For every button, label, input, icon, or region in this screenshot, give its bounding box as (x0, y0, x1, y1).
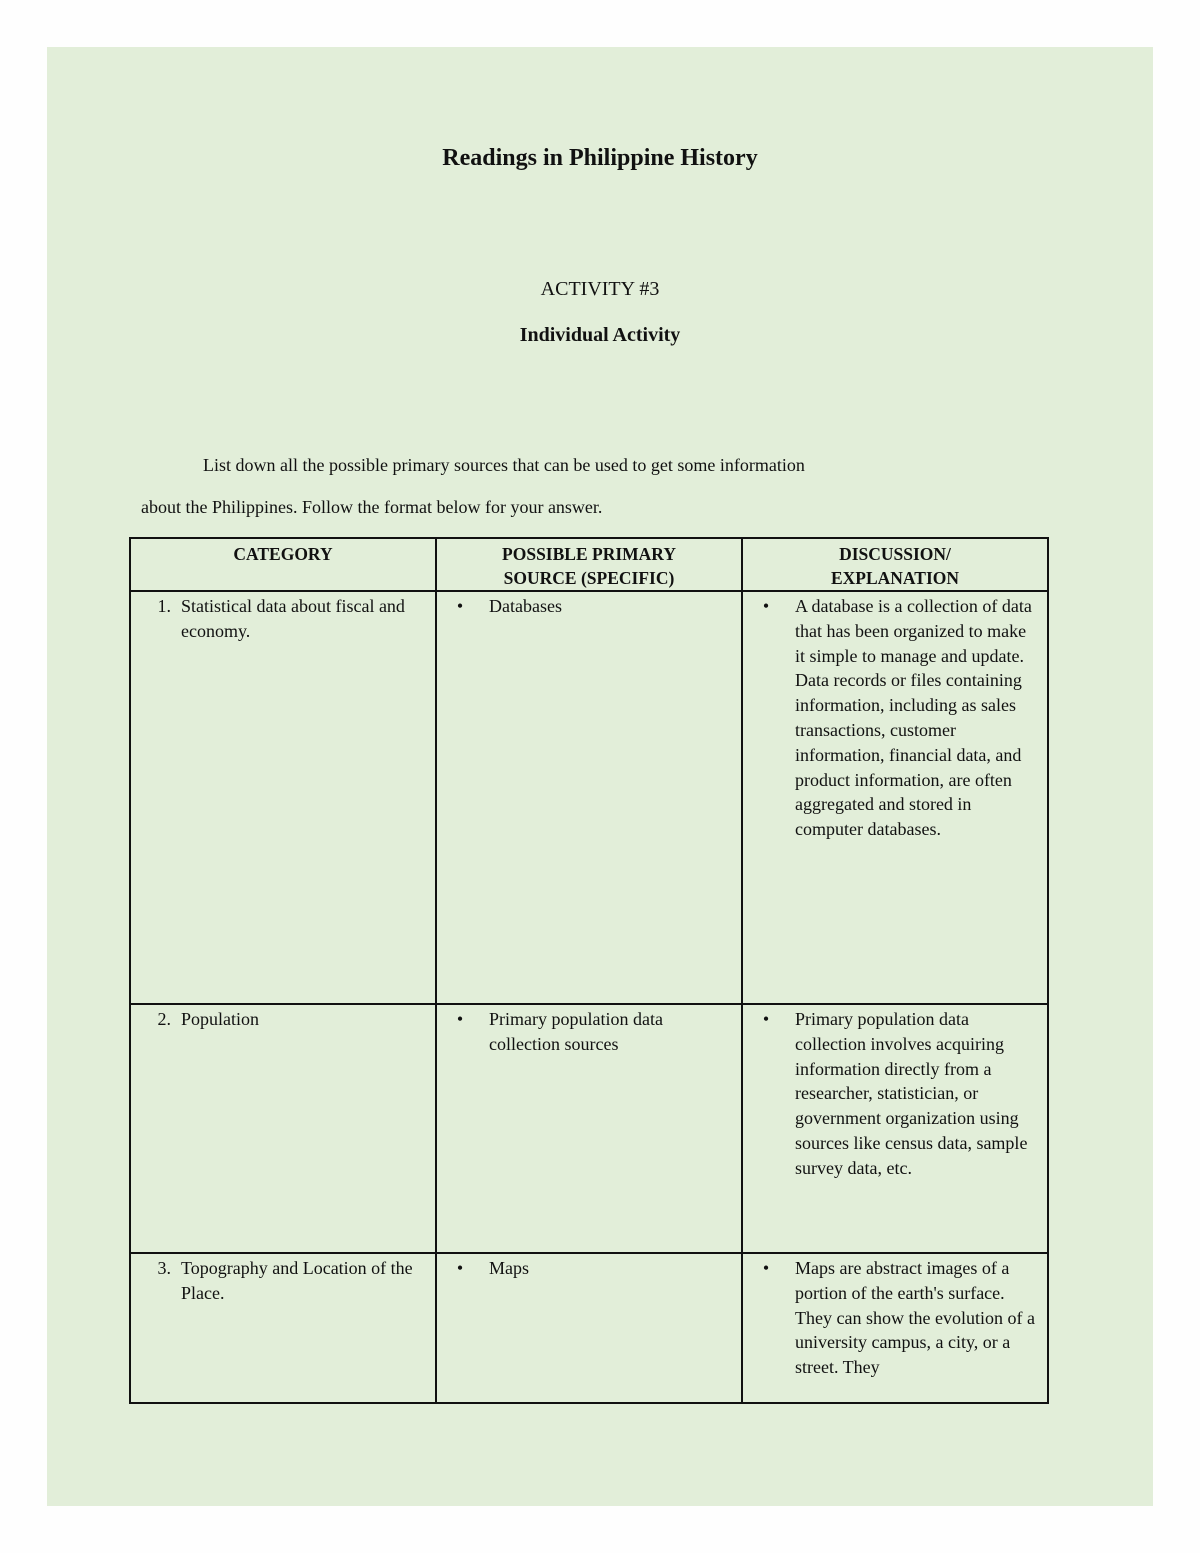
table-row (130, 1253, 1048, 1403)
discussion-cell (742, 1004, 1048, 1253)
instruction-line-2: about the Philippines. Follow the format below for your answer. (141, 497, 603, 517)
discussion-text: A database is a collection of data that has been organized to make it simple to manage and update. Data records or files containing information, including as sales transactions, customer information, financial data, and product information, are often aggregated and stored in computer databases. (795, 596, 1032, 840)
bullet-icon: • (456, 596, 464, 616)
category-cell (130, 1253, 436, 1403)
row-number: 2. (157, 1009, 171, 1029)
header-discussion: DISCUSSION/ EXPLANATION (742, 538, 1048, 591)
source-text: Primary population data collection sources (489, 1009, 663, 1054)
instruction-line-1: List down all the possible primary sources that can be used to get some information (203, 455, 805, 475)
bullet-icon: • (762, 1258, 770, 1278)
discussion-text: Primary population data collection involves acquiring information directly from a researcher, statistician, or government organization using sources like census data, sample survey data, etc. (795, 1009, 1028, 1178)
row-number: 1. (157, 596, 171, 616)
bullet-icon: • (762, 596, 770, 616)
source-cell (436, 1004, 742, 1253)
category-cell (130, 1004, 436, 1253)
activity-title: ACTIVITY #3 (540, 278, 660, 300)
document-page (47, 47, 1153, 1506)
bullet-icon: • (456, 1258, 464, 1278)
source-text: Maps (489, 1258, 529, 1278)
category-text: Statistical data about fiscal and economy. (181, 596, 405, 641)
source-cell (436, 1253, 742, 1403)
document-title: Readings in Philippine History (442, 145, 758, 171)
discussion-cell (742, 1253, 1048, 1403)
header-primary-source: POSSIBLE PRIMARY SOURCE (SPECIFIC) (436, 538, 742, 591)
row-number: 3. (157, 1258, 171, 1278)
discussion-cell (742, 591, 1048, 1004)
bullet-icon: • (456, 1009, 464, 1029)
category-text: Topography and Location of the Place. (181, 1258, 413, 1303)
category-cell (130, 591, 436, 1004)
header-category: CATEGORY (130, 538, 436, 591)
bullet-icon: • (762, 1009, 770, 1029)
activity-subtitle: Individual Activity (519, 324, 681, 346)
category-text: Population (181, 1009, 260, 1029)
source-text: Databases (489, 596, 562, 616)
primary-sources-table (129, 537, 1049, 1404)
table-header-row (130, 538, 1048, 591)
discussion-text: Maps are abstract images of a portion of the earth's surface. They can show the evolution of a university campus, a city, or a street. They (795, 1258, 1035, 1378)
table-row (130, 591, 1048, 1004)
table-row (130, 1004, 1048, 1253)
source-cell (436, 591, 742, 1004)
